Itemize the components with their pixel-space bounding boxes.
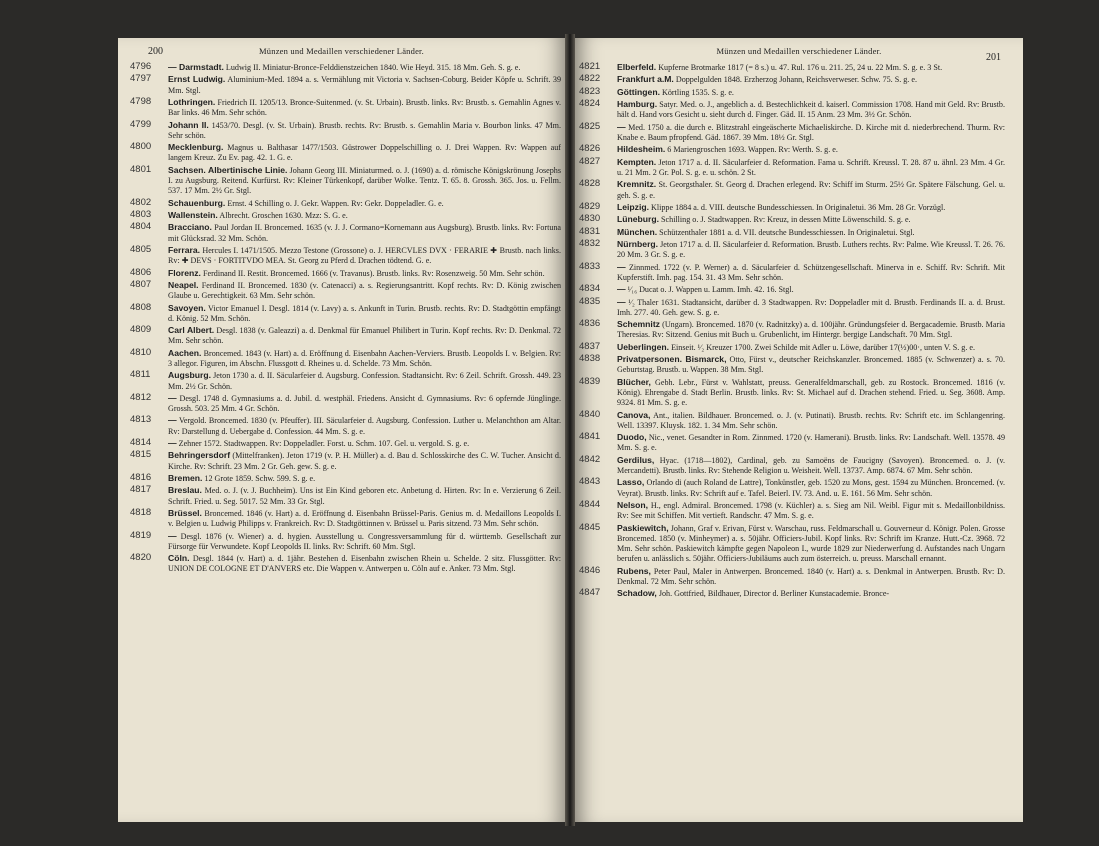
- catalogue-entry: [130, 553, 561, 574]
- entry-heading: Breslau.: [168, 485, 202, 496]
- entry-description: Albrecht. Groschen 1630. Mzz: S. G. e.: [219, 210, 348, 220]
- entry-description: Med. 1750 a. die durch e. Blitzstrahl eingeäscherte Michaeliskirche. D. Kirche mit d. niederbrechend. Thurm. Rv: Knabe e. Baum pfropfend. Gäd. 1867. 39 Mm. 18½ Gr. Stgl.: [617, 122, 1005, 142]
- right-page-header: [575, 38, 1023, 63]
- entry-number: 4847: [579, 587, 601, 599]
- entry-heading: Frankfurt a.M.: [617, 74, 674, 85]
- entry-description: Kupferne Brotmarke 1817 (= 8 s.) u. 47. Rul. 176 u. 211. 25, 24 u. 22 Mm. S. g. e. 3 St.: [658, 63, 943, 72]
- entry-heading: Lothringen.: [168, 96, 216, 107]
- entry-number: 4844: [579, 499, 601, 511]
- entry-heading: Augsburg.: [168, 370, 211, 381]
- catalogue-entry: [579, 477, 1005, 498]
- entry-number: 4818: [130, 507, 152, 519]
- entry-heading: Behringersdorf: [168, 450, 231, 461]
- right-page: [575, 38, 1023, 822]
- entry-heading: Ferrara.: [168, 244, 201, 255]
- catalogue-entry: [579, 87, 1005, 98]
- catalogue-entry: [130, 531, 561, 552]
- entry-heading: —: [168, 392, 177, 403]
- entry-description: Doppelgulden 1848. Erzherzog Johann, Reichsverweser. Schw. 75. S. g. e.: [675, 75, 917, 85]
- entry-description: Klippe 1884 a. d. VIII. deutsche Bundesschiessen. In Originaletui. 36 Mm. 28 Gr. Vorzügl.: [651, 202, 946, 212]
- entry-description: Aluminium-Med. 1894 a. s. Vermählung mit Victoria v. Sachsen-Coburg. Beider Köpfe u. Schrift. 39 Mm. Stgl.: [168, 75, 562, 95]
- entry-heading: Paskiewitch,: [617, 522, 669, 533]
- entry-description: (Ungarn). Broncemed. 1870 (v. Radnitzky) a. d. 100jähr. Gründungsfeier d. Bergacademie. Brustb. Maria Theresias. Rv: Sitzend. Genius mit Buch u. Grubenlicht, im Hintergr. bergige Landschaft. 70 Mm. Stgl.: [617, 320, 1006, 340]
- entry-number: 4798: [130, 95, 152, 107]
- entry-number: 4830: [579, 213, 601, 225]
- entry-heading: Lüneburg.: [617, 214, 660, 225]
- entry-description: Schützenthaler 1881 a. d. VII. deutsche Bundesschiessen. In Originaletui. Stgl.: [659, 227, 915, 237]
- catalogue-entry: [579, 455, 1005, 476]
- catalogue-entry: [579, 284, 1005, 295]
- entry-heading: —: [617, 296, 626, 307]
- entry-heading: Mecklenburg.: [168, 142, 224, 153]
- entry-description: Joh. Gottfried, Bildhauer, Director d. Berliner Kunstacademie. Bronce-: [658, 589, 890, 599]
- entry-description: Orlando di (auch Roland de Lattre), Tonkünstler, geb. 1520 zu Mons, gest. 1594 zu München. Broncemed. (v. Veyrat). Brustb. links. Rv: Schrift auf e. Tafel. Beierl. IV. 73. And. u. E. 161. 56 Mm. Sehr schön.: [617, 478, 1005, 498]
- entry-number: 4815: [130, 449, 152, 461]
- catalogue-entry: [579, 74, 1005, 85]
- entry-number: 4827: [579, 155, 601, 167]
- entry-description: Einseit. ¹⁄₂ Kreuzer 1700. Zwei Schilde mit Adler u. Löwe, darüber 17(½)00·, unten V. S. g. e.: [671, 342, 975, 352]
- catalogue-entry: [130, 142, 561, 163]
- catalogue-entry: [579, 99, 1005, 120]
- entry-heading: Wallenstein.: [168, 209, 218, 220]
- catalogue-entry: [130, 245, 561, 266]
- catalogue-entry: [130, 165, 561, 197]
- entry-number: 4826: [579, 143, 601, 155]
- entry-number: 4829: [579, 200, 601, 212]
- catalogue-entry: [579, 432, 1005, 453]
- catalogue-entry: [130, 74, 561, 95]
- catalogue-entry: [579, 342, 1005, 353]
- catalogue-entry: [130, 198, 561, 209]
- entry-heading: Kremnitz.: [617, 179, 657, 190]
- catalogue-entry: [130, 450, 561, 471]
- entry-number: 4810: [130, 346, 152, 358]
- catalogue-entry: [130, 393, 561, 414]
- entry-number: 4814: [130, 437, 152, 449]
- catalogue-entry: [579, 566, 1005, 587]
- entry-description: (Mittelfranken). Jeton 1719 (v. P. H. Müller) a. d. Bau d. Schlosskirche des C. W. Tucher. Ansicht d. Kirche. Rv: Schrift. 23 Mm. 2 Gr. Geh. gew. S. g. e.: [168, 451, 561, 471]
- entry-heading: Rubens,: [617, 565, 651, 576]
- entry-heading: Hildesheim.: [617, 144, 666, 155]
- entry-description: Jeton 1717 a. d. II. Säcularfeier d. Reformation. Fama u. Schrift. Kreussl. T. 28. 87 u. ähnl. 23 Mm. 4 Gr. u. 21 Mm. 2 Gr. Pol. S. g. e. u. schön. 2 St.: [617, 157, 1005, 177]
- entry-number: 4839: [579, 375, 601, 387]
- entry-heading: Elberfeld.: [617, 62, 657, 72]
- entry-number: 4813: [130, 414, 152, 426]
- entry-heading: Neapel.: [168, 279, 199, 290]
- entry-description: Peter Paul, Maler in Antwerpen. Broncemed. 1840 (v. Hart) a. s. Denkmal in Antwerpen. Brustb. Rv: D. Denkmal. 72 Mm. Sehr schön.: [617, 566, 1005, 586]
- entry-number: 4796: [130, 61, 152, 72]
- catalogue-entry: [130, 370, 561, 391]
- left-page-header: [118, 38, 565, 60]
- entry-description: Ernst. 4 Schilling o. J. Gekr. Wappen. Rv: Gekr. Doppeladler. G. e.: [227, 198, 444, 208]
- entry-heading: Savoyen.: [168, 302, 206, 313]
- entry-heading: —: [617, 121, 626, 132]
- catalogue-entry: [130, 97, 561, 118]
- catalogue-entry: [130, 120, 561, 141]
- entry-heading: Duodo,: [617, 432, 647, 443]
- entry-heading: Privatpersonen. Bismarck,: [617, 354, 727, 365]
- catalogue-entry: [579, 122, 1005, 143]
- entry-number: 4799: [130, 118, 152, 130]
- entry-number: 4809: [130, 324, 152, 336]
- entry-heading: —: [168, 530, 177, 541]
- entry-description: Desgl. 1876 (v. Wiener) a. d. hygien. Ausstellung u. Congressversammlung für d. württemb. Gesellschaft zur Fürsorge für Verwundete. Kopf Leopolds II. links. Rv: Schrift. 60 Mm. Stgl.: [168, 531, 561, 551]
- entry-description: Friedrich II. 1205/13. Bronce-Suitenmed. (v. St. Urbain). Brustb. links. Rv: Brustb. s. Gemahlin Agnes v. Bar links. 46 Mm. Sehr schön.: [168, 97, 561, 118]
- catalogue-entry: [130, 280, 561, 301]
- catalogue-entry: [579, 523, 1005, 565]
- entry-heading: Göttingen.: [617, 86, 660, 97]
- entry-description: Hyac. (1718—1802), Cardinal, geb. zu Samoëns de Faucigny (Savoyen). Broncemed. o. J. (v. Mercandetti). Brustb. links. Rv: Stehende Religion u. Weisheit. Well. 13737. Amp. 6874. 67 Mm. Sehr schön.: [617, 455, 1005, 476]
- entry-description: Johann Georg III. Miniaturmed. o. J. (1690) a. d. römische Königskrönung Josephs I. zu Augsburg. Reitend. Kurfürst. Rv: Kleiner Türkenkopf, darüber Wolke. Tentz. T. 65. 8. Grossh. 365. Jos. u. Fellm. 537. 17 Mm. 2½ Gr. Stgl.: [168, 165, 561, 196]
- entry-description: Körtling 1535. S. g. e.: [662, 87, 734, 97]
- entry-description: Desgl. 1838 (v. Galeazzi) a. d. Denkmal für Emanuel Philibert in Turin. Kopf rechts. Rv: D. Denkmal. 72 Mm. Sehr schön.: [168, 326, 561, 346]
- entry-number: 4808: [130, 301, 152, 313]
- entry-number: 4835: [579, 295, 601, 307]
- catalogue-entry: [579, 179, 1005, 200]
- left-page-number: 200: [148, 46, 163, 57]
- catalogue-entry: [130, 210, 561, 221]
- entry-heading: Schadow,: [617, 588, 657, 599]
- entry-heading: Florenz.: [168, 267, 201, 278]
- entry-heading: Bracciano.: [168, 222, 212, 233]
- catalogue-entry: [579, 239, 1005, 260]
- entry-description: 1453/70. Desgl. (v. St. Urbain). Brustb. rechts. Rv: Brustb. s. Gemahlin Maria v. Bourbon links. 47 Mm. Sehr schön.: [168, 120, 562, 140]
- catalogue-entry: [130, 415, 561, 436]
- entry-number: 4801: [130, 163, 152, 175]
- entry-heading: —: [168, 438, 177, 449]
- entry-description: ¹⁄₁₆ Ducat o. J. Wappen u. Lamm. Imh. 42. 16. Stgl.: [627, 285, 794, 295]
- entry-heading: Schauenburg.: [168, 197, 226, 208]
- right-running-title: Münzen und Medaillen verschiedener Länder.: [716, 46, 882, 56]
- entry-heading: Brüssel.: [168, 508, 202, 519]
- entry-heading: Johann II.: [168, 119, 209, 130]
- left-entry-list: [130, 62, 561, 576]
- catalogue-entry: [130, 268, 561, 279]
- entry-heading: Ueberlingen.: [617, 341, 670, 352]
- entry-description: Broncemed. 1843 (v. Hart) a. d. Eröffnung d. Eisenbahn Aachen-Verviers. Brustb. Leopolds I. v. Belgien. Rv: 3 allegor. Figuren, im Abschn. Flussgott d. Rheines u. d. Schelde. 73 Mm. Schön.: [168, 348, 561, 368]
- entry-number: 4846: [579, 564, 601, 576]
- entry-number: 4822: [579, 73, 601, 85]
- entry-description: Broncemed. 1846 (v. Hart) a. d. Eröffnung d. Eisenbahn Brüssel-Paris. Genius m. d. Medaillons Leopolds I. v. Belgien u. Ludwig Philipps v. Frankreich. Rv: D. Stadtgöttinnen v. Brüssel u. Paris sitzend. 73 Mm. Sehr schön.: [168, 509, 561, 529]
- catalogue-entry: [130, 222, 561, 243]
- catalogue-entry: [579, 410, 1005, 431]
- entry-description: Satyr. Med. o. J., angeblich a. d. Bestechlichkeit d. kaiserl. Commission 1708. Hand mit Geld. Rv: Brustb. hält d. Hand vors Gesicht u. sieht durch d. Finger. Gäd. II. 15 Anm. 23 Mm. 3½ Gr. Schön.: [617, 100, 1005, 120]
- entry-description: Med. o. J. (v. J. Buchheim). Uns ist Ein Kind geboren etc. Anbetung d. Hirten. Rv: In e. Verzierung 6 Zeil. Schrift. Fried. u. Seg. 5017. 52 Mm. 33 Gr. Stgl.: [168, 486, 562, 506]
- entry-number: 4811: [130, 369, 151, 381]
- entry-heading: Carl Albert.: [168, 325, 215, 336]
- entry-description: St. Georgsthaler. St. Georg d. Drachen erlegend. Rv: Schiff im Sturm. 25½ Gr. Spätere Fälschung. Gel. u. geh. S. g. e.: [617, 180, 1005, 200]
- right-page-number: 201: [986, 52, 1001, 63]
- entry-heading: — Darmstadt.: [168, 62, 224, 72]
- entry-number: 4832: [579, 238, 601, 250]
- entry-heading: Leipzig.: [617, 201, 649, 212]
- catalogue-entry: [130, 473, 561, 484]
- entry-number: 4812: [130, 391, 152, 403]
- catalogue-entry: [130, 508, 561, 529]
- catalogue-entry: [579, 354, 1005, 375]
- entry-number: 4804: [130, 221, 152, 233]
- entry-description: Nic., venet. Gesandter in Rom. Zinnmed. 1720 (v. Hamerani). Brustb. links. Rv: Landschaft. Well. 13578. 49 Mm. S. g. e.: [617, 433, 1005, 453]
- entry-number: 4828: [579, 178, 601, 190]
- entry-number: 4836: [579, 318, 601, 330]
- right-entry-list: [579, 62, 1005, 601]
- entry-number: 4805: [130, 243, 152, 255]
- entry-description: Ant., italien. Bildhauer. Broncemed. o. J. (v. Putinati). Brustb. rechts. Rv: Schrift etc. im Schlangenring. Well. 13397. Kluysk. 182. 1. 34 Mm. Sehr schön.: [617, 410, 1006, 430]
- entry-number: 4834: [579, 283, 601, 295]
- entry-description: Desgl. 1748 d. Gymnasiums a. d. Jubil. d. westphäl. Friedens. Ansicht d. Gymnasiums. Rv: 6 opfernde Jünglinge. Grossh. 503. 25 Mm. 4 Gr. Schön.: [168, 393, 561, 414]
- catalogue-entry: [579, 588, 1005, 599]
- entry-description: Gebh. Lebr., Fürst v. Wahlstatt, preuss. Generalfeldmarschall, geb. zu Rostock. Broncemed. 1816 (v. König). Ehrengabe d. Stadt Berlin. Brustb. links. Rv: St. Michael auf d. Drachen stehend. Fried. u. Seg. 3608. Amp. 9324. 81 Mm. S. g. e.: [617, 377, 1005, 408]
- entry-description: 12 Grote 1859. Schw. 599. S. g. e.: [204, 474, 316, 484]
- book-gutter: [565, 34, 575, 826]
- entry-description: Johann, Graf v. Erivan, Fürst v. Warschau, russ. Feldmarschall u. Gouverneur d. Königr. Polen. Grosse Broncemed. 1850 (v. Minheymer) a. s. 50jähr. Officiers-Jubil. Kopf links. Rv: Schrift im Kranze. Hutt.-Cz. 3968. 72 Mm. Sehr schön. Paskiewitch kämpfte gegen Napoleon I., wurde 1829 zur Niederwerfung d. Aufstandes nach Ungarn berufen u. anlässlich s. 50jähr. Officiers-Jubiläums auch zum österreich. u. preuss. Marschall ernannt.: [617, 523, 1005, 564]
- entry-description: Jeton 1730 a. d. II. Säcularfeier d. Augsburg. Confession. Stadtansicht. Rv: 6 Zeil. Schrift. Grossh. 449. 23 Mm. 2½ Gr. Schön.: [168, 371, 561, 391]
- entry-description: Hercules I. 1471/1505. Mezzo Testone (Grossone) o. J. HERCVLES DVX · FERARIE ✚ Brustb. nach links. Rv: ✚ DEVS · FORTITVDO MEA. St. Georg zu Pferd d. Drachen tödtend. G. e.: [168, 245, 561, 266]
- entry-number: 4802: [130, 196, 152, 208]
- catalogue-entry: [579, 319, 1005, 340]
- catalogue-entry: [130, 303, 561, 324]
- catalogue-entry: [579, 144, 1005, 155]
- entry-heading: —: [617, 284, 626, 295]
- entry-description: 6 Mariengroschen 1693. Wappen. Rv: Werth. S. g. e.: [667, 145, 838, 155]
- entry-number: 4837: [579, 340, 601, 352]
- entry-number: 4833: [579, 260, 601, 272]
- catalogue-entry: [579, 157, 1005, 178]
- entry-number: 4825: [579, 120, 601, 132]
- catalogue-entry: [579, 62, 1005, 73]
- entry-number: 4824: [579, 98, 601, 110]
- entry-description: Victor Emanuel I. Desgl. 1814 (v. Lavy) a. s. Ankunft in Turin. Brustb. rechts. Rv: D. Stadtgöttin empfängt d. König. 52 Mm. Schön.: [168, 303, 561, 323]
- catalogue-entry: [579, 227, 1005, 238]
- entry-description: Magnus u. Balthasar 1477/1503. Güstrower Doppelschilling o. J. Drei Wappen. Rv: Wappen auf langem Kreuz. Zu Ev. pag. 42. 1. G. e.: [168, 143, 561, 163]
- entry-heading: München.: [617, 226, 658, 237]
- entry-number: 4823: [579, 85, 601, 97]
- entry-number: 4840: [579, 408, 601, 420]
- entry-description: Desgl. 1844 (v. Hart) a. d. 1jähr. Bestehen d. Eisenbahn zwischen Rhein u. Schelde. 2 sitz. Flussgötter. Rv: UNION DE COLOGNE ET D'ANVERS etc. Die Wappen v. Antwerpen u. Cöln auf e. Anker. 73 Mm. Stgl.: [168, 554, 561, 574]
- entry-description: Vergold. Broncemed. 1830 (v. Pfeuffer). III. Säcularfeier d. Augsburg. Confession. Luther u. Melanchthon am Altar. Rv: Darstellung d. Uebergabe d. Confession. 44 Mm. S. g. e.: [168, 416, 561, 436]
- catalogue-entry: [130, 485, 561, 506]
- left-page: [118, 38, 565, 822]
- entry-description: Schilling o. J. Stadtwappen. Rv: Kreuz, in dessen Mitte Löwenschild. S. g. e.: [661, 215, 911, 225]
- entry-number: 4845: [579, 521, 601, 533]
- entry-number: 4821: [579, 61, 601, 72]
- entry-number: 4800: [130, 141, 152, 153]
- entry-number: 4820: [130, 552, 152, 564]
- entry-heading: Cöln.: [168, 553, 190, 564]
- catalogue-entry: [130, 438, 561, 449]
- entry-heading: Kempten.: [617, 156, 657, 167]
- entry-number: 4819: [130, 529, 152, 541]
- entry-heading: —: [168, 415, 177, 426]
- entry-number: 4843: [579, 476, 601, 488]
- entry-description: Ludwig II. Miniatur-Bronce-Felddienstzeichen 1840. Wie Heyd. 315. 18 Mm. Geh. S. g. e.: [225, 63, 521, 72]
- entry-heading: Ernst Ludwig.: [168, 74, 226, 85]
- entry-heading: Canova,: [617, 409, 651, 420]
- entry-number: 4817: [130, 484, 152, 496]
- entry-heading: —: [617, 261, 626, 272]
- catalogue-entry: [130, 325, 561, 346]
- entry-description: Paul Jordan II. Broncemed. 1635 (v. J. J. Cormano=Kornemann aus Augsburg). Brustb. links. Rv: Fortuna mit Glücksrad. 32 Mm. Schön.: [168, 223, 562, 243]
- entry-description: Ferdinand II. Restit. Broncemed. 1666 (v. Travanus). Brustb. links. Rv: Rosenzweig. 50 Mm. Sehr schön.: [202, 268, 545, 278]
- entry-description: Ferdinand II. Broncemed. 1830 (v. Catenacci) a. s. Regierungsantritt. Kopf rechts. Rv: D. König zwischen Glaube u. Gerechtigkeit. 63 Mm. Sehr schön.: [168, 280, 561, 301]
- entry-heading: Hamburg.: [617, 99, 658, 110]
- entry-heading: Schemnitz: [617, 319, 660, 330]
- entry-description: Jeton 1717 a. d. II. Säcularfeier d. Reformation. Brustb. Luthers rechts. Rv: Palme. Wie Kreussl. T. 26. 76. 20 Mm. 3 Gr. S. g. e.: [617, 240, 1005, 260]
- entry-number: 4807: [130, 278, 152, 290]
- entry-description: Zinnmed. 1722 (v. P. Werner) a. d. Säcularfeier d. Schützengesellschaft. Minerva in e. Schiff. Rv: Schrift. Mit Kupferstift. Imh. pag. 154. 31. 43 Mm. Sehr schön.: [617, 262, 1005, 282]
- entry-description: ¹⁄₂ Thaler 1631. Stadtansicht, darüber d. 3 Stadtwappen. Rv: Doppeladler mit d. Brustb. Ferdinands II. a. d. Brust. Imh. 277. 40. Geh. gew. S. g. e.: [617, 297, 1005, 317]
- entry-heading: Sachsen. Albertinische Linie.: [168, 164, 288, 175]
- entry-heading: Bremen.: [168, 473, 203, 484]
- left-running-title: Münzen und Medaillen verschiedener Länder.: [259, 46, 424, 56]
- entry-heading: Blücher,: [617, 376, 651, 387]
- entry-heading: Nürnberg.: [617, 239, 659, 250]
- entry-number: 4831: [579, 225, 601, 237]
- entry-heading: Lasso,: [617, 477, 645, 488]
- catalogue-entry: [579, 500, 1005, 521]
- entry-heading: Nelson,: [617, 500, 649, 511]
- catalogue-entry: [579, 297, 1005, 318]
- entry-number: 4838: [579, 353, 601, 365]
- entry-heading: Gerdilus,: [617, 454, 655, 465]
- entry-description: H., engl. Admiral. Broncemed. 1798 (v. Küchler) a. s. Sieg am Nil. Weibl. Figur mit s. Medaillonbildniss. Rv: See mit Schiffen. Mit vertieft. Randschr. 47 Mm. S. g. e.: [617, 501, 1006, 521]
- catalogue-entry: [130, 62, 561, 73]
- entry-number: 4803: [130, 208, 152, 220]
- entry-description: Zehner 1572. Stadtwappen. Rv: Doppeladler. Forst. u. Schm. 107. Gel. u. vergold. S. g. e.: [178, 439, 470, 449]
- entry-description: Otto, Fürst v., deutscher Reichskanzler. Broncemed. 1885 (v. Schwenzer) a. s. 70. Geburtstag. Brustb. u. Wappen. 38 Mm. Stgl.: [617, 355, 1005, 375]
- catalogue-entry: [579, 202, 1005, 213]
- entry-number: 4797: [130, 73, 152, 85]
- catalogue-entry: [579, 214, 1005, 225]
- catalogue-entry: [579, 262, 1005, 283]
- catalogue-entry: [579, 377, 1005, 409]
- entry-number: 4816: [130, 472, 152, 484]
- entry-number: 4841: [579, 431, 601, 443]
- entry-heading: Aachen.: [168, 347, 202, 358]
- entry-number: 4806: [130, 266, 152, 278]
- catalogue-entry: [130, 348, 561, 369]
- entry-number: 4842: [579, 453, 601, 465]
